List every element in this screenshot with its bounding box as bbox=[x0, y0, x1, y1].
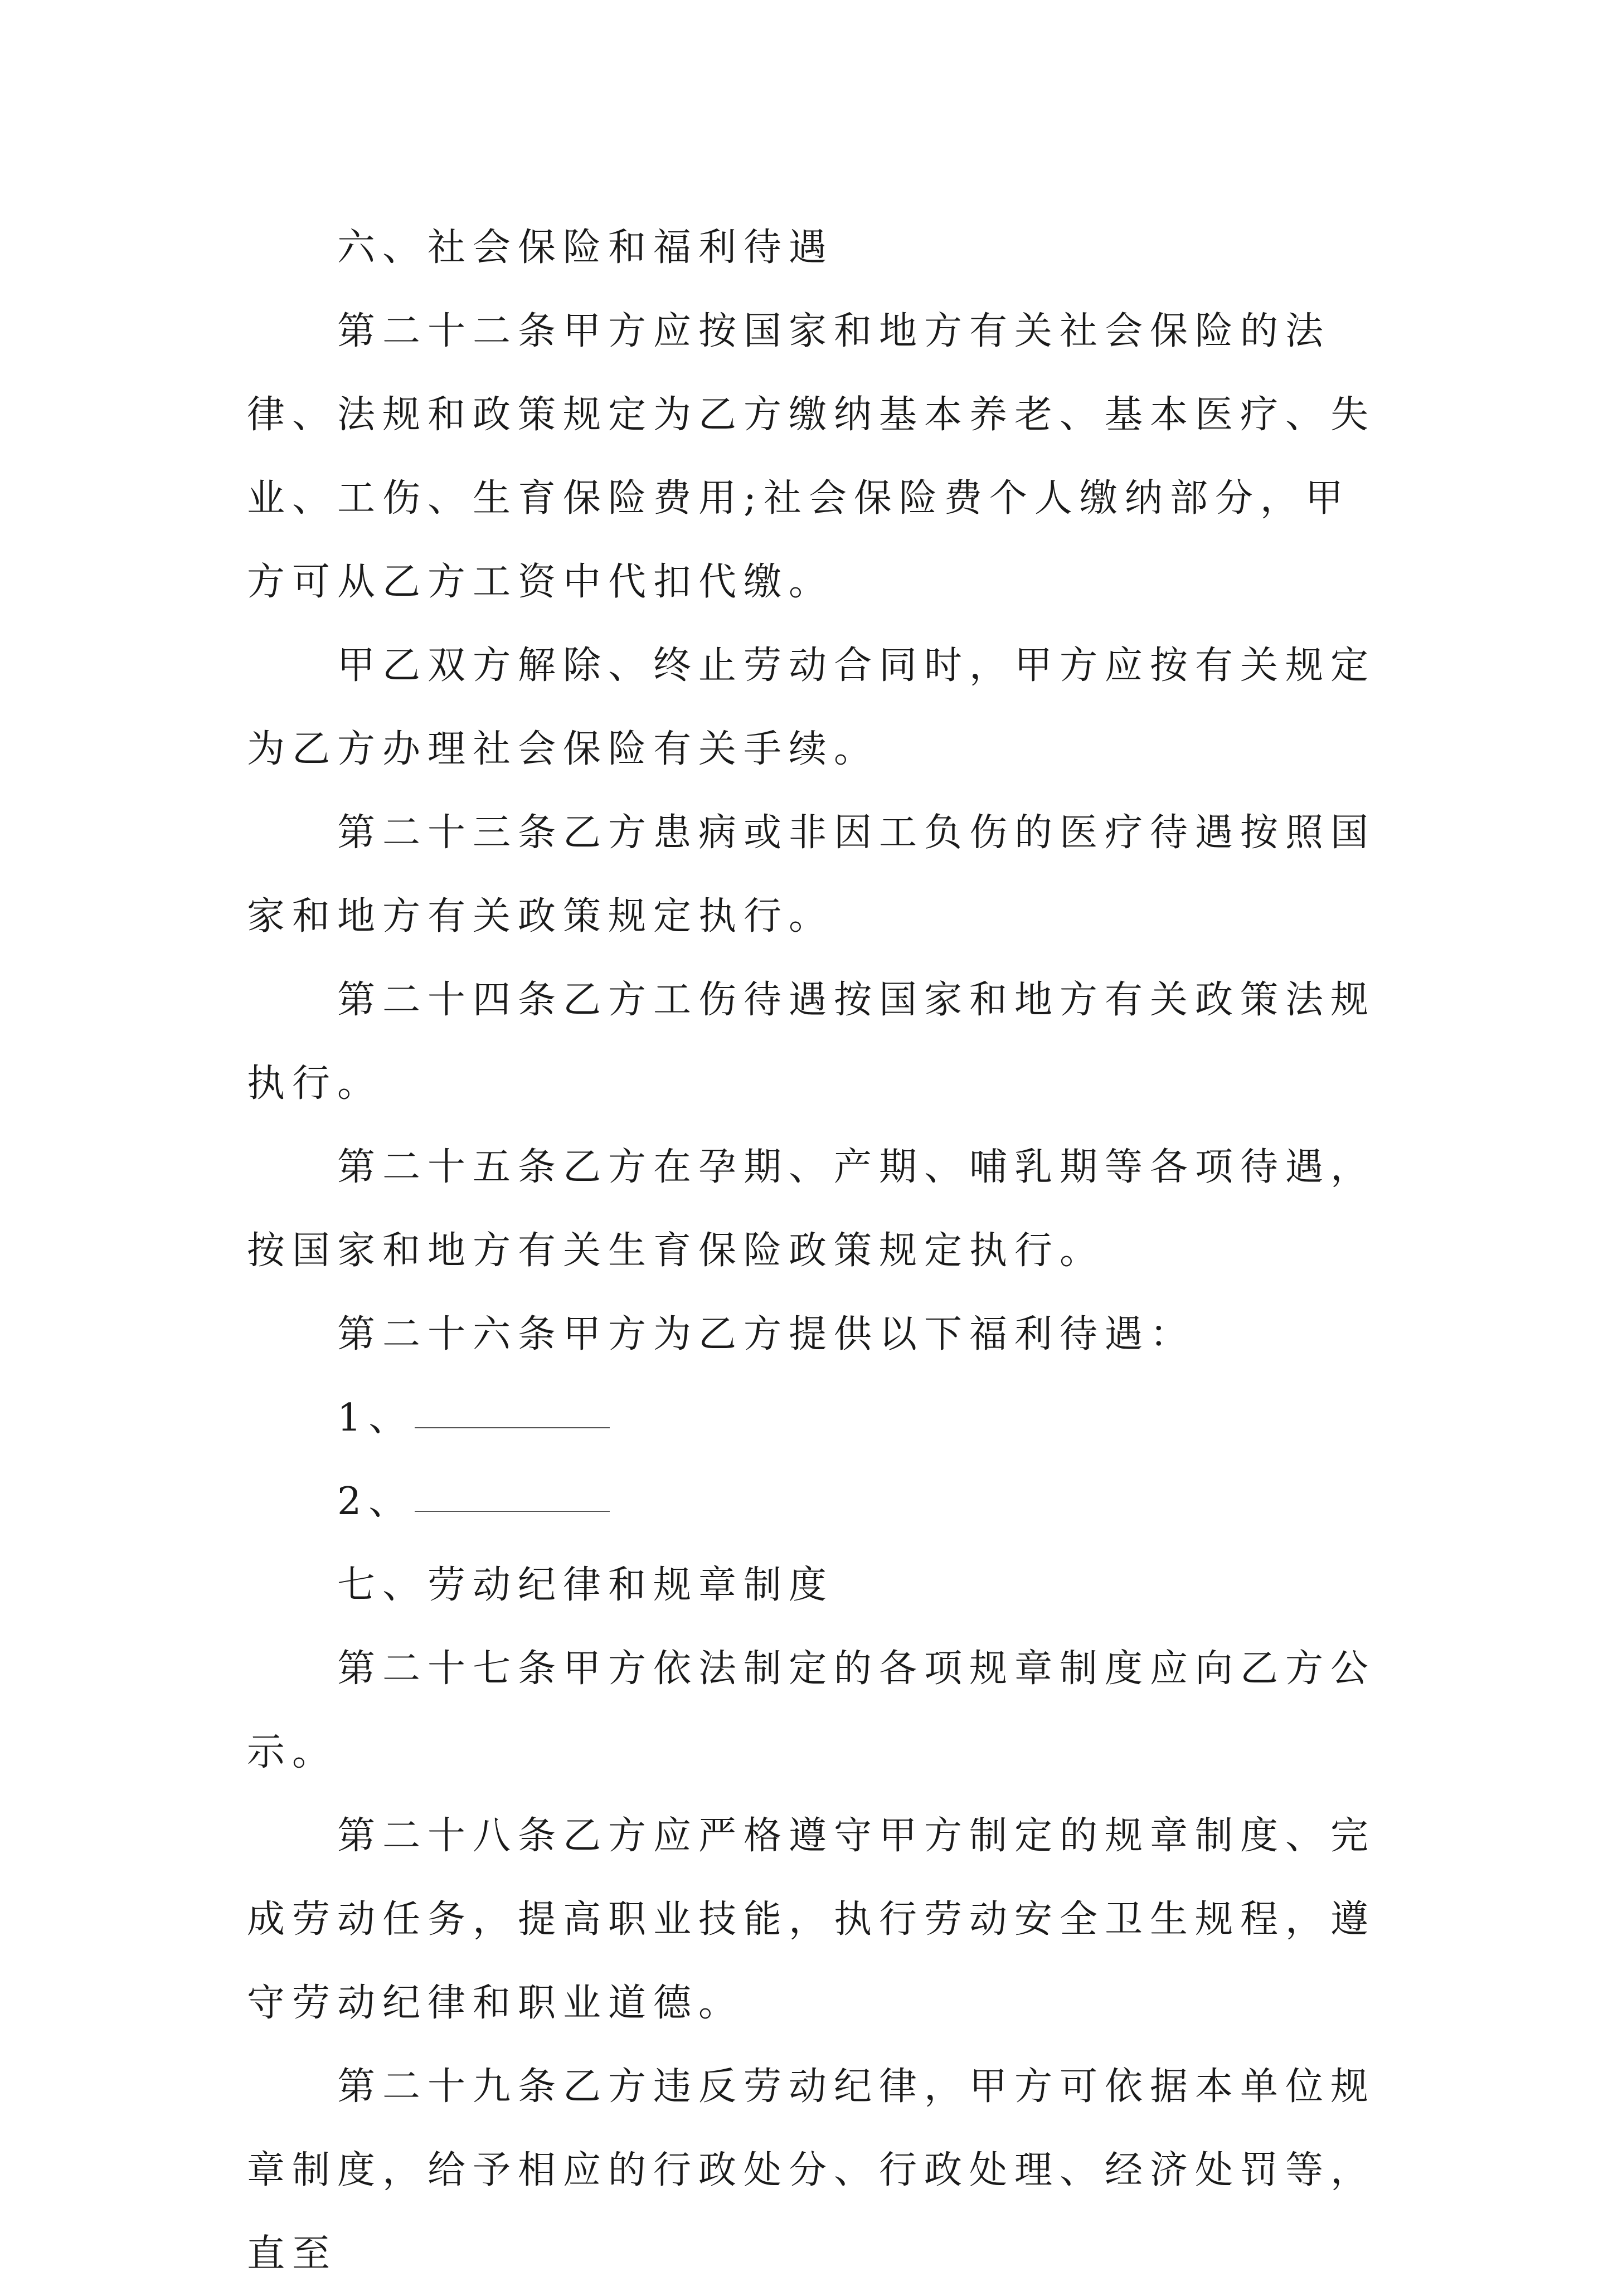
article-22-paragraph: 第二十二条甲方应按国家和地方有关社会保险的法律、法规和政策规定为乙方缴纳基本养老、基本医疗、失业、工伤、生育保险费用;社会保险费个人缴纳部分，甲方可从乙方工资中代扣代缴。 bbox=[247, 309, 1376, 604]
contract-termination-paragraph: 甲乙双方解除、终止劳动合同时，甲方应按有关规定为乙方办理社会保险有关手续。 bbox=[247, 644, 1376, 771]
article-24-paragraph: 第二十四条乙方工伤待遇按国家和地方有关政策法规执行。 bbox=[247, 978, 1376, 1106]
benefit-item-1-number: 1、 bbox=[337, 1396, 414, 1440]
benefit-item-2-number: 2、 bbox=[337, 1480, 414, 1524]
section-heading-labor-discipline: 七、劳动纪律和规章制度 bbox=[337, 1563, 834, 1607]
article-25-paragraph: 第二十五条乙方在孕期、产期、哺乳期等各项待遇，按国家和地方有关生育保险政策规定执行。 bbox=[247, 1145, 1376, 1273]
section-heading-social-insurance: 六、社会保险和福利待遇 bbox=[337, 226, 834, 270]
article-28-paragraph: 第二十八条乙方应严格遵守甲方制定的规章制度、完成劳动任务，提高职业技能，执行劳动安全卫生规程，遵守劳动纪律和职业道德。 bbox=[247, 1814, 1376, 2025]
article-23-paragraph: 第二十三条乙方患病或非因工负伤的医疗待遇按照国家和地方有关政策规定执行。 bbox=[247, 811, 1376, 938]
benefit-item-1-blank-line bbox=[415, 1427, 610, 1428]
article-26-paragraph: 第二十六条甲方为乙方提供以下福利待遇： bbox=[337, 1312, 1196, 1356]
article-29-paragraph: 第二十九条乙方违反劳动纪律，甲方可依据本单位规章制度，给予相应的行政处分、行政处理、经济处罚等，直至 bbox=[247, 2065, 1376, 2276]
document-body bbox=[247, 206, 1384, 2296]
article-27-paragraph: 第二十七条甲方依法制定的各项规章制度应向乙方公示。 bbox=[247, 1647, 1376, 1774]
benefit-item-2 bbox=[247, 1460, 1384, 1544]
benefit-item-2-blank-line bbox=[415, 1511, 610, 1512]
benefit-item-1 bbox=[247, 1376, 1384, 1460]
